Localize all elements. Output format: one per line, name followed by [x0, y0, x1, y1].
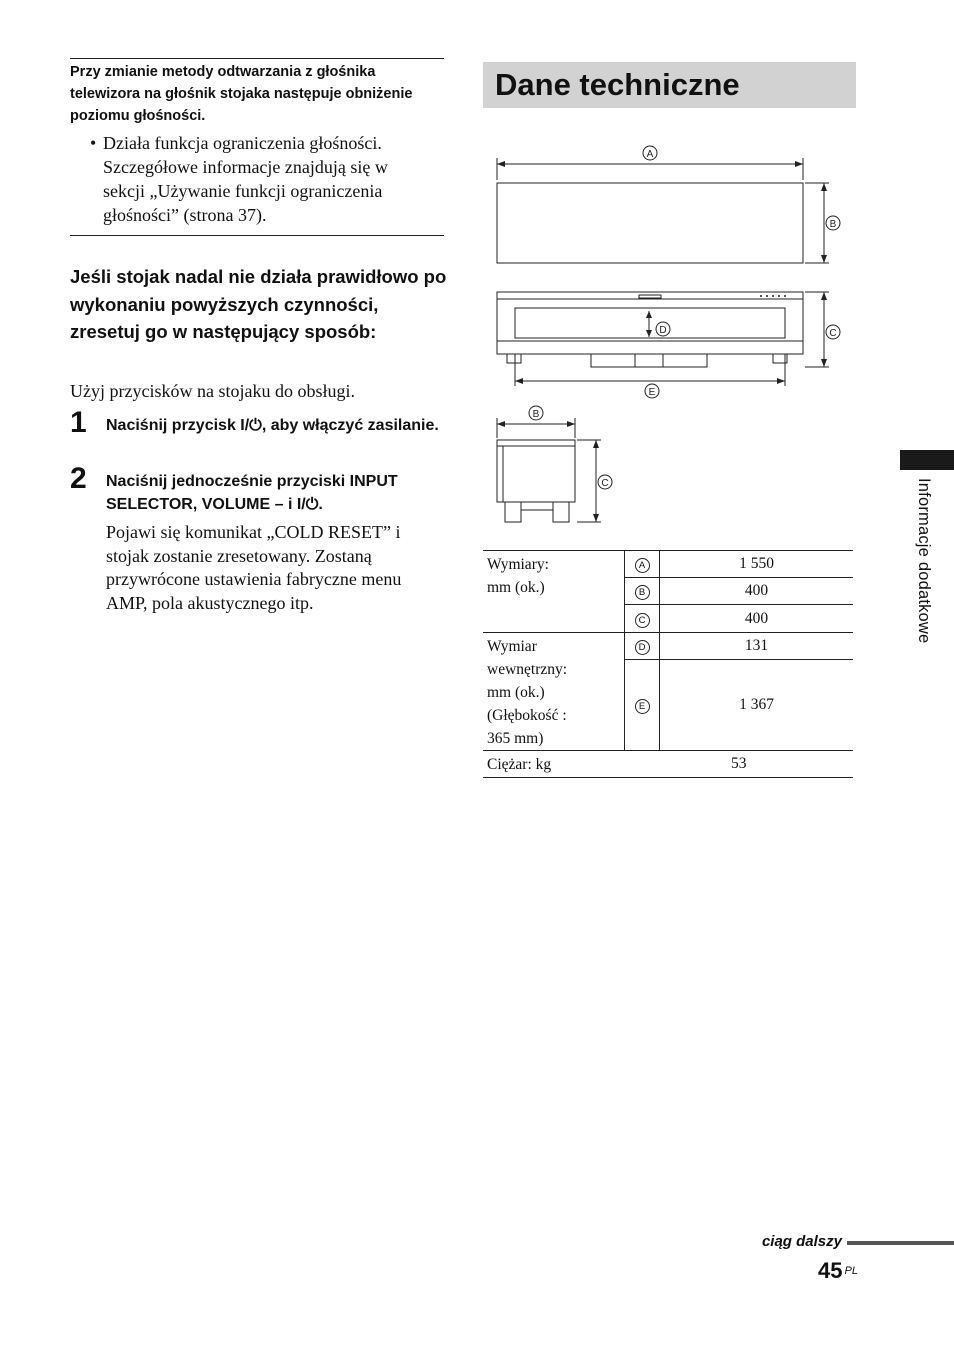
label-b-side: B	[532, 409, 540, 420]
value-c: 400	[660, 605, 854, 633]
page-number-value: 45	[818, 1258, 843, 1283]
intro-text: Użyj przycisków na stojaku do obsługi.	[70, 381, 355, 401]
side-view-outline	[497, 440, 575, 502]
note-bullet-text: Działa funkcja ograniczenia głośności. Szczegółowe informacje znajdują się w sekcji „Używanie funkcji ograniczenia głośności” (strona 37).	[103, 133, 388, 225]
value-d: 131	[660, 633, 854, 660]
step-2-number: 2	[70, 462, 87, 495]
note-box	[70, 58, 444, 236]
title-bar	[483, 62, 856, 108]
weight-label: Ciężar: kg	[483, 751, 625, 778]
side-tab-text: Informacje dodatkowe	[915, 478, 933, 644]
inner-dimension-label: Wymiar wewnętrzny: mm (ok.) (Głębokość : 365 mm)	[483, 633, 625, 751]
label-b: B	[829, 219, 837, 230]
letter-a: A	[635, 558, 650, 573]
bullet-mark: •	[90, 133, 97, 153]
label-c: C	[829, 328, 837, 339]
note-bullet	[70, 131, 444, 227]
side-tab-label	[905, 478, 935, 708]
continued-line	[847, 1241, 954, 1245]
dimensions-label: Wymiary: mm (ok.)	[483, 551, 625, 633]
label-a: A	[646, 149, 654, 160]
letter-d: D	[635, 640, 650, 655]
step-1-text: Naciśnij przycisk I/⏻, aby włączyć zasilanie.	[106, 417, 439, 434]
value-a: 1 550	[660, 551, 854, 578]
dimension-diagram	[483, 140, 853, 530]
page-number	[818, 1258, 858, 1284]
step-2-body: Pojawi się komunikat „COLD RESET” i stojak zostanie zresetowany. Zostaną przywrócone ustawienia fabryczne menu AMP, pola akustycznego itp.	[106, 522, 402, 613]
front-view-outline	[497, 292, 803, 354]
step-2-text: Naciśnij jednocześnie przyciski INPUT SELECTOR, VOLUME – i I/⏻.	[106, 473, 398, 513]
table-row	[483, 751, 853, 778]
spec-table	[483, 550, 853, 778]
value-b: 400	[660, 578, 854, 605]
value-e: 1 367	[660, 660, 854, 751]
letter-c: C	[635, 613, 650, 628]
page-number-suffix: PL	[844, 1265, 858, 1277]
top-view-outline	[497, 183, 803, 263]
page-title: Dane techniczne	[495, 67, 740, 102]
table-row	[483, 551, 853, 578]
weight-value: 53	[625, 751, 854, 778]
table-row	[483, 633, 853, 660]
label-e: E	[648, 387, 656, 398]
continued-label: ciąg dalszy	[761, 1233, 842, 1250]
step-1-number: 1	[70, 406, 87, 439]
section-heading: Jeśli stojak nadal nie działa prawidłowo po wykonaniu powyższych czynności, zresetuj go w następujący sposób:	[70, 266, 447, 342]
label-c-side: C	[601, 478, 609, 489]
letter-e: E	[635, 699, 650, 714]
note-title: Przy zmianie metody odtwarzania z głośnika telewizora na głośnik stojaka następuje obniżenie poziomu głośności.	[70, 64, 413, 124]
letter-b: B	[635, 585, 650, 600]
side-tab-marker	[900, 450, 954, 470]
label-d: D	[659, 325, 667, 336]
